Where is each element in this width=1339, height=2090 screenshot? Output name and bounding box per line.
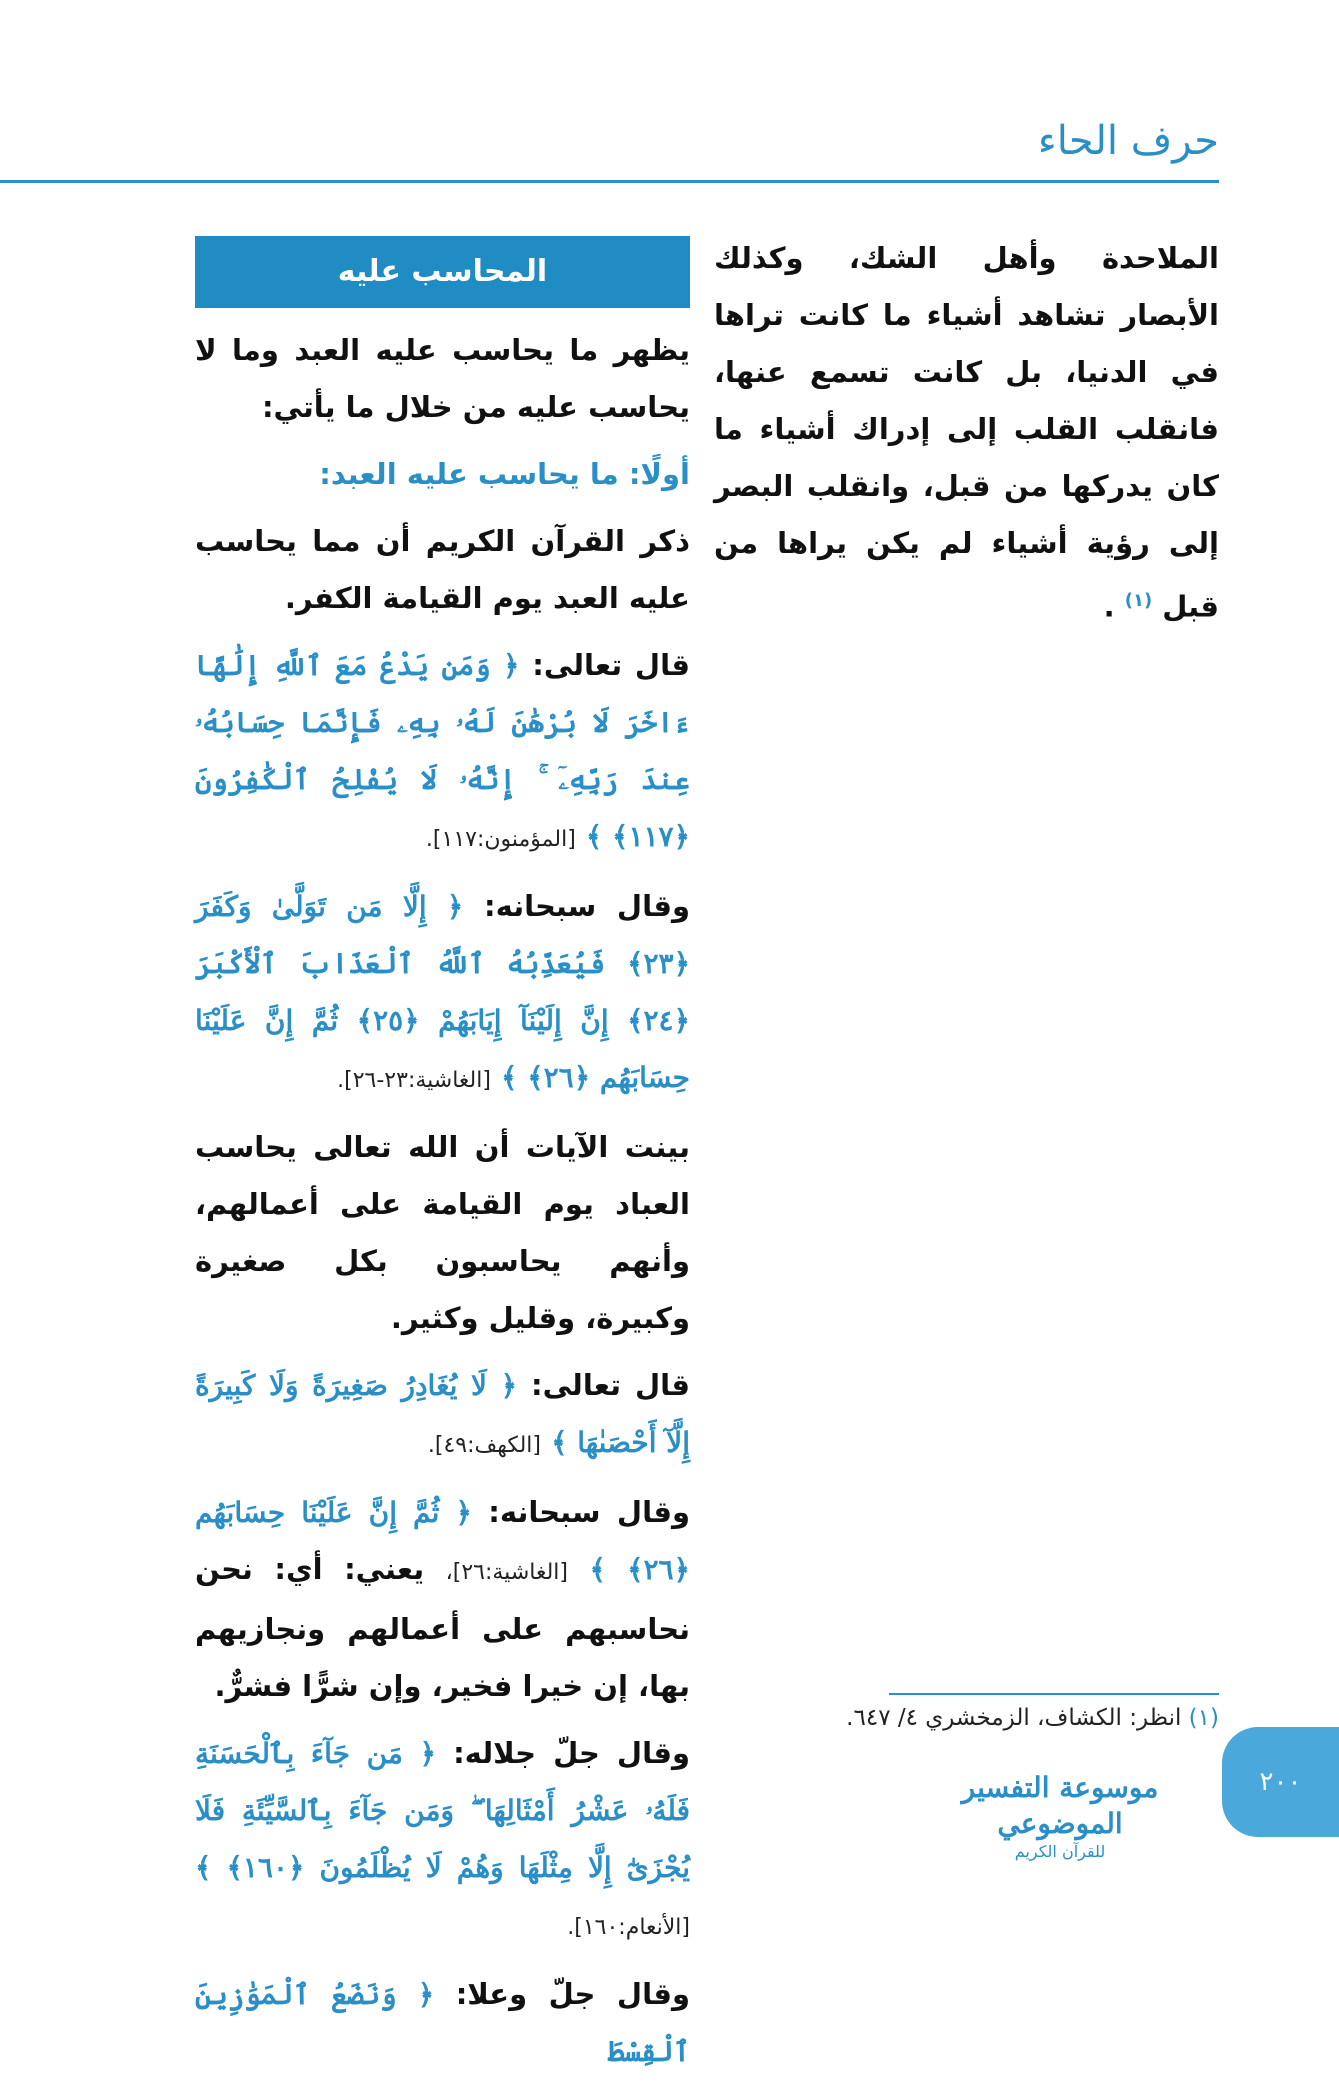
quote-4-lead: وقال سبحانه: [488,1495,690,1529]
left-column [195,236,690,2090]
logo-title: موسوعة التفسير الموضوعي [961,1771,1159,1840]
quote-5-lead: وقال جلّ جلاله: [453,1736,690,1770]
header-divider [0,180,1219,183]
right-column [714,230,1219,646]
quote-6 [195,1966,690,2080]
continuation-paragraph [714,230,1219,636]
quote-2-lead: وقال سبحانه: [484,889,690,923]
quote-4-verse: ﴿ ثُمَّ إِنَّ عَلَيْنَا حِسَابَهُم ﴿٢٦﴾ ﴾ [195,1496,690,1586]
quote-6-lead: وقال جلّ وعلا: [455,1977,690,2011]
paragraph-1: ذكر القرآن الكريم أن مما يحاسب عليه العبد يوم القيامة الكفر. [195,524,690,615]
quote-6-verse: ﴿ وَنَضَعُ ٱلْمَوَٰزِينَ ٱلْقِسْطَ [195,1978,690,2068]
quote-4-explanation: يعني: أي: نحن نحاسبهم على أعمالهم ونجازيهم بها، إن خيرا فخير، وإن شرًّا فشرٌّ. [195,1552,690,1703]
quote-3-ref: [الكهف:٤٩]. [427,1433,541,1458]
quote-1-ref: [المؤمنون:١١٧]. [425,827,576,852]
quote-5-verse: ﴿ مَن جَآءَ بِٱلْحَسَنَةِ فَلَهُۥ عَشْرُ أَمْثَالِهَا ۖ وَمَن جَآءَ بِٱلسَّيِّئَةِ فَلَا يُجْزَىٰٓ إِلَّا مِثْلَهَا وَهُمْ لَا يُظْلَمُونَ ﴿١٦٠﴾ ﴾ [195,1737,691,1884]
quote-5 [195,1725,690,1956]
continuation-end: . [1103,589,1115,624]
quote-1 [195,637,690,868]
quote-1-lead: قال تعالى: [532,648,690,682]
quote-2-ref: [الغاشية:٢٣-٢٦]. [337,1068,491,1093]
quote-4 [195,1484,690,1715]
quote-3-lead: قال تعالى: [531,1368,690,1402]
quote-2 [195,878,690,1109]
quote-5-ref: [الأنعام:١٦٠]. [567,1915,690,1940]
page-number-tab [1222,1727,1339,1837]
page-header-title: حرف الحاء [1037,118,1219,164]
section-intro: يظهر ما يحاسب عليه العبد وما لا يحاسب عليه من خلال ما يأتي: [195,333,690,424]
footnote [714,1705,1219,1731]
quote-3 [195,1357,690,1474]
footnote-marker[interactable]: (١) [1124,590,1153,611]
footnote-divider [889,1693,1219,1695]
section-title-box: المحاسب عليه [195,236,690,308]
footnote-number: (١) [1188,1705,1219,1731]
quote-1-verse: ﴿ وَمَن يَدْعُ مَعَ ٱللَّهِ إِلَٰهًا ءَاخَرَ لَا بُرْهَٰنَ لَهُۥ بِهِۦ فَإِنَّمَا حِسَابُهُۥ عِندَ رَبِّهِۦٓ ۚ إِنَّهُۥ لَا يُفْلِحُ ٱلْكَٰفِرُونَ ﴿١١٧﴾ ﴾ [195,649,690,853]
page-number: ٢٠٠ [1259,1767,1302,1797]
series-logo [930,1770,1190,1861]
footnote-text: انظر: الكشاف، الزمخشري ٤/ ٦٤٧. [846,1705,1182,1731]
continuation-text: الملاحدة وأهل الشك، وكذلك الأبصار تشاهد أشياء ما كانت تراها في الدنيا، بل كانت تسمع عنها، فانقلب القلب إلى إدراك أشياء ما كان يدركها من قبل، وانقلب البصر إلى رؤية أشياء لم يكن يراها من قبل [714,241,1219,624]
paragraph-2: بينت الآيات أن الله تعالى يحاسب العباد يوم القيامة على أعمالهم، وأنهم يحاسبون بكل صغيرة وكبيرة، وقليل وكثير. [195,1130,690,1335]
subheading: أولًا: ما يحاسب عليه العبد: [319,457,690,491]
quote-4-ref: [الغاشية:٢٦]، [445,1560,568,1585]
quote-3-verse: ﴿ لَا يُغَادِرُ صَغِيرَةً وَلَا كَبِيرَةً إِلَّآ أَحْصَىٰهَا ﴾ [195,1369,690,1459]
logo-subtitle: للقرآن الكريم [1014,1842,1106,1861]
quote-2-verse: ﴿ إِلَّا مَن تَوَلَّىٰ وَكَفَرَ ﴿٢٣﴾ فَيُعَذِّبُهُ ٱللَّهُ ٱلْعَذَابَ ٱلْأَكْبَرَ ﴿٢٤﴾ إِنَّ إِلَيْنَآ إِيَابَهُمْ ﴿٢٥﴾ ثُمَّ إِنَّ عَلَيْنَا حِسَابَهُم ﴿٢٦﴾ ﴾ [195,890,690,1094]
